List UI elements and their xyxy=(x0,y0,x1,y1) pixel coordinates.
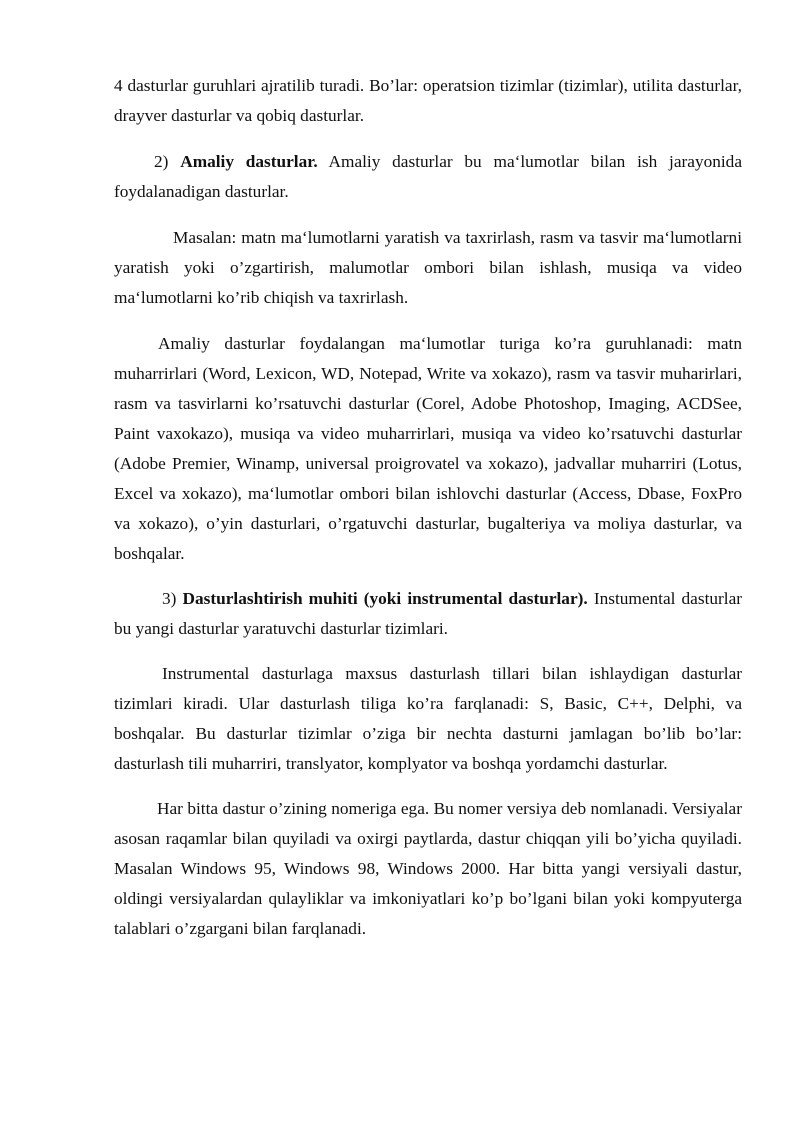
section-heading: Dasturlashtirish muhiti (yoki instrumental dasturlar). xyxy=(182,589,588,608)
paragraph-7-text: Har bitta dastur o’zining nomeriga ega. Bu nomer versiya deb nomlanadi. Versiyalar asosan raqamlar bilan quyiladi va oxirgi paytlarda, dastur chiqqan yili bo’yicha quyiladi. Masalan Windows 95, Windows 98, Windows 2000. Har bitta yangi versiyali dastur, oldingi versiyalardan qulayliklar va imkoniyatlari ko’p bo’lgani bilan yoki kompyuterga talablari o’zgargani bilan farqlanadi. xyxy=(114,799,742,938)
paragraph-4 xyxy=(114,329,742,569)
document-page xyxy=(114,71,742,944)
paragraph-2-text: Amaliy dasturlar bu ma‘lumotlar bilan ish jarayonida foydalanadigan dasturlar. xyxy=(114,152,742,201)
paragraph-5-text: Instumental dasturlar bu yangi dasturlar yaratuvchi dasturlar tizimlari. xyxy=(114,589,742,638)
paragraph-5 xyxy=(114,584,742,644)
paragraph-6-text: Instrumental dasturlaga maxsus dasturlash tillari bilan ishlaydigan dasturlar tizimlari kiradi. Ular dasturlash tiliga ko’ra farqlanadi: S, Basic, C++, Delphi, va boshqalar. Bu dasturlar tizimlar o’ziga bir nechta dasturni jamlagan bo’lib bo’lar: dasturlash tili muharriri, translyator, komplyator va boshqa yordamchi dasturlar. xyxy=(114,664,742,773)
paragraph-3-text: Masalan: matn ma‘lumotlarni yaratish va taxrirlash, rasm va tasvir ma‘lumotlarni yaratish yoki o’zgartirish, malumotlar ombori bilan ishlash, musiqa va video ma‘lumotlarni ko’rib chiqish va taxrirlash. xyxy=(114,228,742,307)
paragraph-7 xyxy=(114,794,742,944)
paragraph-6 xyxy=(114,659,742,779)
list-number: 3) xyxy=(162,589,177,608)
paragraph-1-text: 4 dasturlar guruhlari ajratilib turadi. Bo’lar: operatsion tizimlar (tizimlar), utilita dasturlar, drayver dasturlar va qobiq dasturlar. xyxy=(114,76,742,125)
paragraph-1 xyxy=(114,71,742,131)
paragraph-2 xyxy=(114,147,742,207)
section-heading: Amaliy dasturlar. xyxy=(180,152,318,171)
paragraph-4-text: Amaliy dasturlar foydalangan ma‘lumotlar turiga ko’ra guruhlanadi: matn muharrirlari (Word, Lexicon, WD, Notepad, Write va xokazo), rasm va tasvir muharirlari, rasm va tasvirlarni ko’rsatuvchi dasturlar (Corel, Adobe Photoshop, Imaging, ACDSee, Paint vaxokazo), musiqa va video muharrirlari, musiqa va video ko’rsatuvchi dasturlar (Adobe Premier, Winamp, universal proigrovatel va xokazo), jadvallar muharriri (Lotus, Excel va xokazo), ma‘lumotlar ombori bilan ishlovchi dasturlar (Access, Dbase, FoxPro va xokazo), o’yin dasturlari, o’rgatuvchi dasturlar, bugalteriya va moliya dasturlar, va boshqalar. xyxy=(114,334,742,563)
paragraph-3 xyxy=(114,223,742,313)
list-number: 2) xyxy=(154,152,169,171)
